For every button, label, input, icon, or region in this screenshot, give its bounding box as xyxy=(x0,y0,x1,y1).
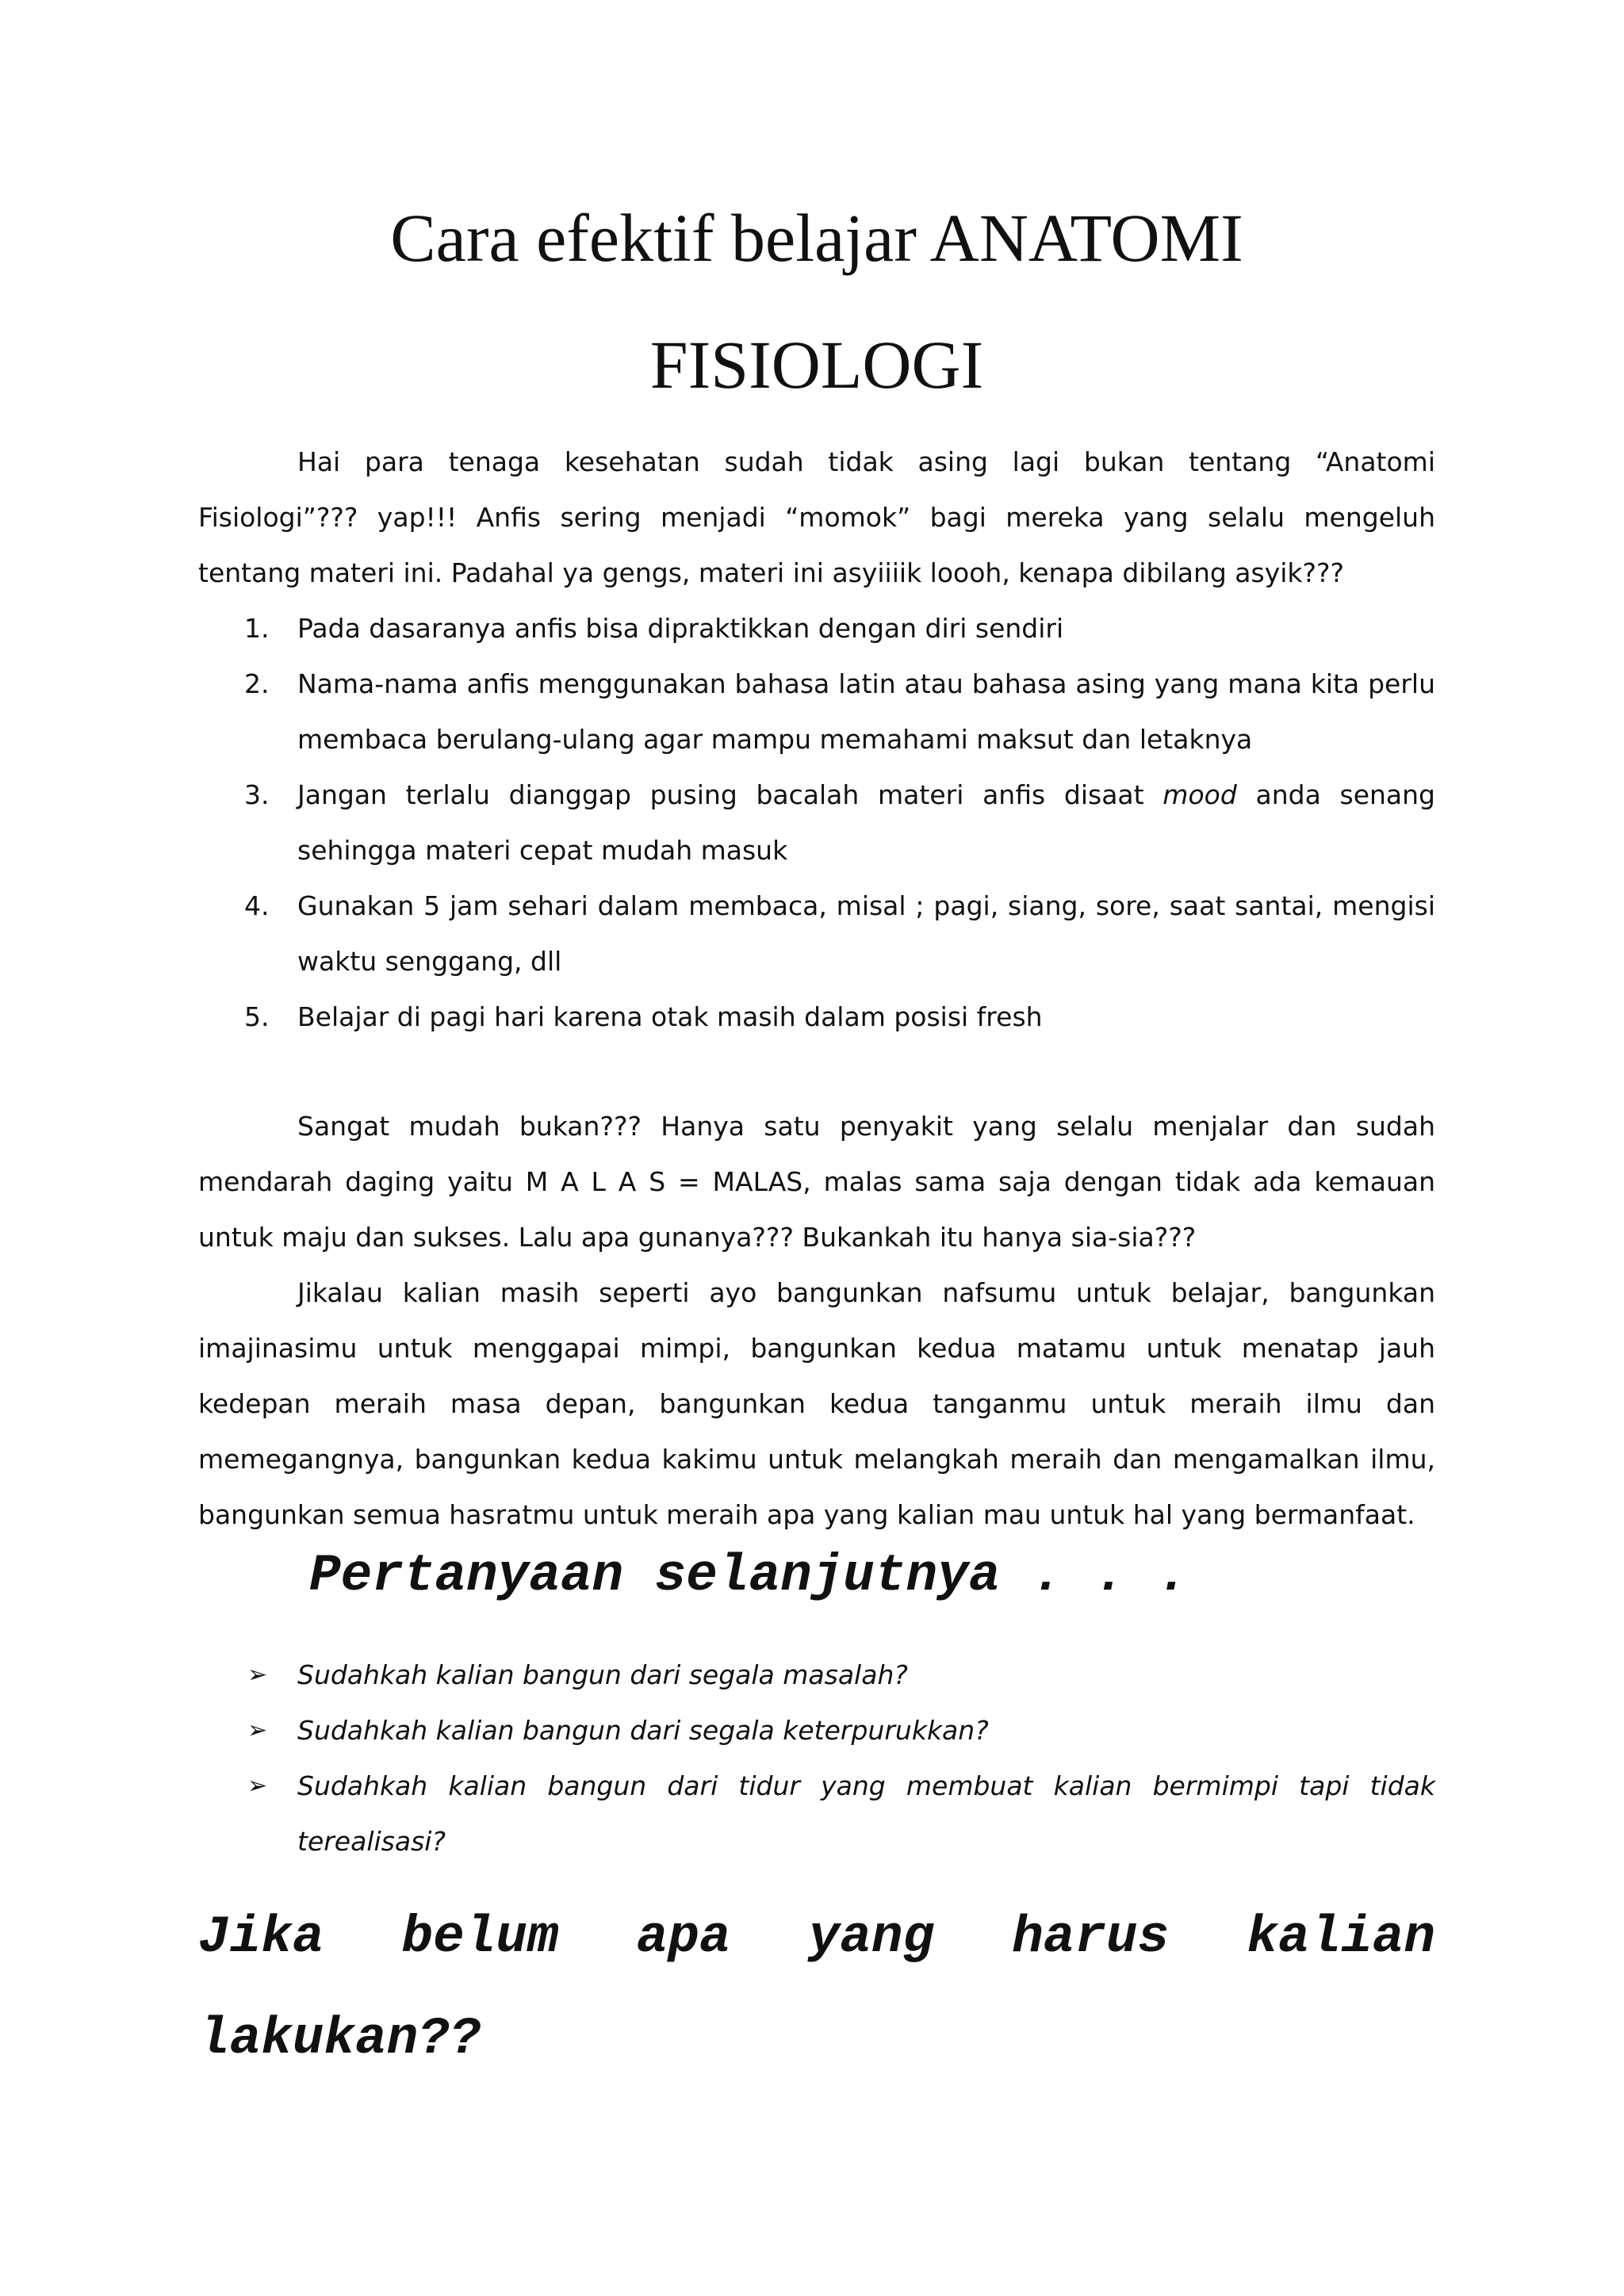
closing-heading: Jika belum apa yang harus kalian lakukan?? xyxy=(198,1908,1435,2068)
list-item xyxy=(198,1758,1435,1869)
list-item xyxy=(198,767,1435,878)
intro-section xyxy=(198,434,1435,1045)
arrow-bullet-icon: ➢ xyxy=(247,1772,268,1800)
intro-paragraph: Hai para tenaga kesehatan sudah tidak asing lagi bukan tentang “Anatomi Fisiologi”??? yap!!! Anfis sering menjadi “momok” bagi mereka yang selalu mengeluh tentang materi ini. Padahal ya gengs, materi ini asyiiiik loooh, kenapa dibilang asyik??? xyxy=(198,446,1435,588)
list-item xyxy=(198,656,1435,767)
list-item xyxy=(198,1647,1435,1703)
document-page xyxy=(198,0,1435,2296)
list-item xyxy=(198,989,1435,1045)
list-item-text-part: anda senang sehingga materi cepat mudah masuk xyxy=(297,779,1435,866)
list-item xyxy=(198,1703,1435,1758)
list-item-text: Belajar di pagi hari karena otak masih dalam posisi fresh xyxy=(297,1001,1043,1032)
question-text: Sudahkah kalian bangun dari segala masalah? xyxy=(297,1659,908,1690)
list-number: 4. xyxy=(244,890,270,921)
heading-next-questions: Pertanyaan selanjutnya . . . xyxy=(309,1546,1189,1605)
tips-list xyxy=(198,601,1435,1045)
body-section xyxy=(198,1099,1435,1543)
list-item-text xyxy=(297,779,1435,866)
list-item xyxy=(198,878,1435,989)
document-title xyxy=(198,174,1435,428)
list-number: 5. xyxy=(244,1001,270,1032)
list-item-text: Gunakan 5 jam sehari dalam membaca, misal ; pagi, siang, sore, saat santai, mengisi waktu senggang, dll xyxy=(297,890,1435,977)
list-number: 2. xyxy=(244,668,270,699)
list-number: 1. xyxy=(244,613,270,644)
questions-list xyxy=(198,1647,1435,1869)
list-number: 3. xyxy=(244,779,270,810)
list-item-text: Nama-nama anfis menggunakan bahasa latin atau bahasa asing yang mana kita perlu membaca berulang-ulang agar mampu memahami maksut dan letaknya xyxy=(297,668,1435,755)
list-item xyxy=(198,601,1435,656)
paragraph-malas: Sangat mudah bukan??? Hanya satu penyakit yang selalu menjalar dan sudah mendarah daging yaitu M A L A S = MALAS, malas sama saja dengan tidak ada kemauan untuk maju dan sukses. Lalu apa gunanya??? Bukankah itu hanya sia-sia??? xyxy=(198,1111,1435,1253)
title-line-1: Cara efektif belajar ANATOMI xyxy=(390,200,1243,276)
paragraph-motivasi: Jikalau kalian masih seperti ayo bangunkan nafsumu untuk belajar, bangunkan imajinasimu untuk menggapai mimpi, bangunkan kedua matamu untuk menatap jauh kedepan meraih masa depan, bangunkan kedua tanganmu untuk meraih ilmu dan memegangnya, bangunkan kedua kakimu untuk melangkah meraih dan mengamalkan ilmu, bangunkan semua hasratmu untuk meraih apa yang kalian mau untuk hal yang bermanfaat. xyxy=(198,1277,1435,1530)
question-text: Sudahkah kalian bangun dari tidur yang membuat kalian bermimpi tapi tidak terealisasi? xyxy=(297,1770,1435,1857)
arrow-bullet-icon: ➢ xyxy=(247,1661,268,1689)
list-item-text: Pada dasaranya anfis bisa dipraktikkan dengan diri sendiri xyxy=(297,613,1064,644)
arrow-bullet-icon: ➢ xyxy=(247,1716,268,1744)
emphasis-mood: mood xyxy=(1162,779,1237,810)
question-text: Sudahkah kalian bangun dari segala keterpurukkan? xyxy=(297,1715,989,1746)
title-line-2: FISIOLOGI xyxy=(649,327,984,403)
list-item-text-part: Jangan terlalu dianggap pusing bacalah materi anfis disaat xyxy=(297,779,1163,810)
